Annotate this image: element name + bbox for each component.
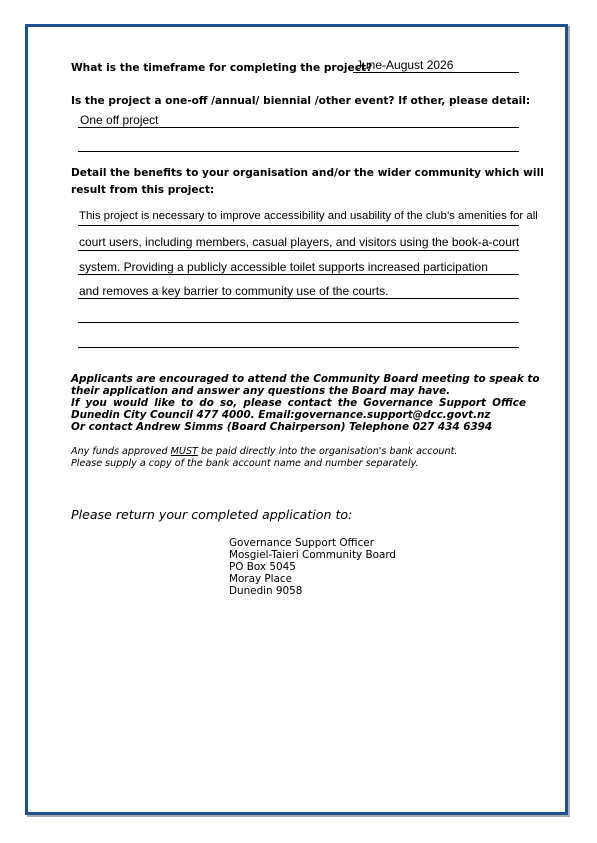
timeframe-answer[interactable]: June-August 2026 [356, 58, 454, 72]
benefits-line-4 [78, 298, 519, 299]
benefits-line-1 [78, 225, 519, 226]
funds-must: MUST [170, 446, 198, 457]
benefits-answer-line-4[interactable]: and removes a key barrier to community use of the courts. [79, 284, 389, 298]
notice-line-3: If you would like to do so, please contact the Governance Support Office [71, 397, 526, 409]
funds-post: be paid directly into the organisation's bank account. [197, 446, 458, 457]
benefits-question-line-2: result from this project: [71, 184, 215, 196]
funds-line-1 [71, 446, 457, 458]
event-type-answer-line-2 [78, 151, 519, 152]
event-type-answer-line-1 [78, 127, 519, 128]
timeframe-question: What is the timeframe for completing the project? [71, 62, 373, 74]
benefits-line-3 [78, 274, 519, 275]
benefits-answer-line-3[interactable]: system. Providing a publicly accessible toilet supports increased participation [79, 260, 488, 274]
benefits-question-line-1: Detail the benefits to your organisation and/or the wider community which will [71, 167, 544, 179]
timeframe-answer-line [353, 72, 519, 73]
funds-pre: Any funds approved [71, 446, 171, 457]
notice-line-1: Applicants are encouraged to attend the Community Board meeting to speak to [71, 373, 540, 385]
benefits-answer-line-2[interactable]: court users, including members, casual players, and visitors using the book-a-court [79, 235, 520, 249]
benefits-line-6 [78, 347, 519, 348]
benefits-line-5 [78, 322, 519, 323]
benefits-answer-line-1[interactable]: This project is necessary to improve accessibility and usability of the club’s amenities for all [79, 210, 538, 222]
event-type-answer[interactable]: One off project [80, 113, 159, 127]
return-heading: Please return your completed application to: [71, 507, 353, 522]
address-line-5: Dunedin 9058 [229, 585, 303, 597]
address-line-2: Mosgiel-Taieri Community Board [229, 549, 397, 561]
address-line-3: PO Box 5045 [229, 561, 296, 573]
event-type-question: Is the project a one-off /annual/ biennial /other event? If other, please detail: [71, 95, 531, 107]
notice-line-4: Dunedin City Council 477 4000. Email:governance.support@dcc.govt.nz [71, 409, 491, 421]
notice-line-2: their application and answer any questions the Board may have. [71, 385, 451, 397]
funds-line-2: Please supply a copy of the bank account name and number separately. [71, 458, 419, 469]
notice-line-5: Or contact Andrew Simms (Board Chairperson) Telephone 027 434 6394 [71, 421, 493, 433]
address-line-4: Moray Place [229, 573, 293, 585]
address-line-1: Governance Support Officer [229, 537, 374, 549]
benefits-line-2 [78, 250, 519, 251]
